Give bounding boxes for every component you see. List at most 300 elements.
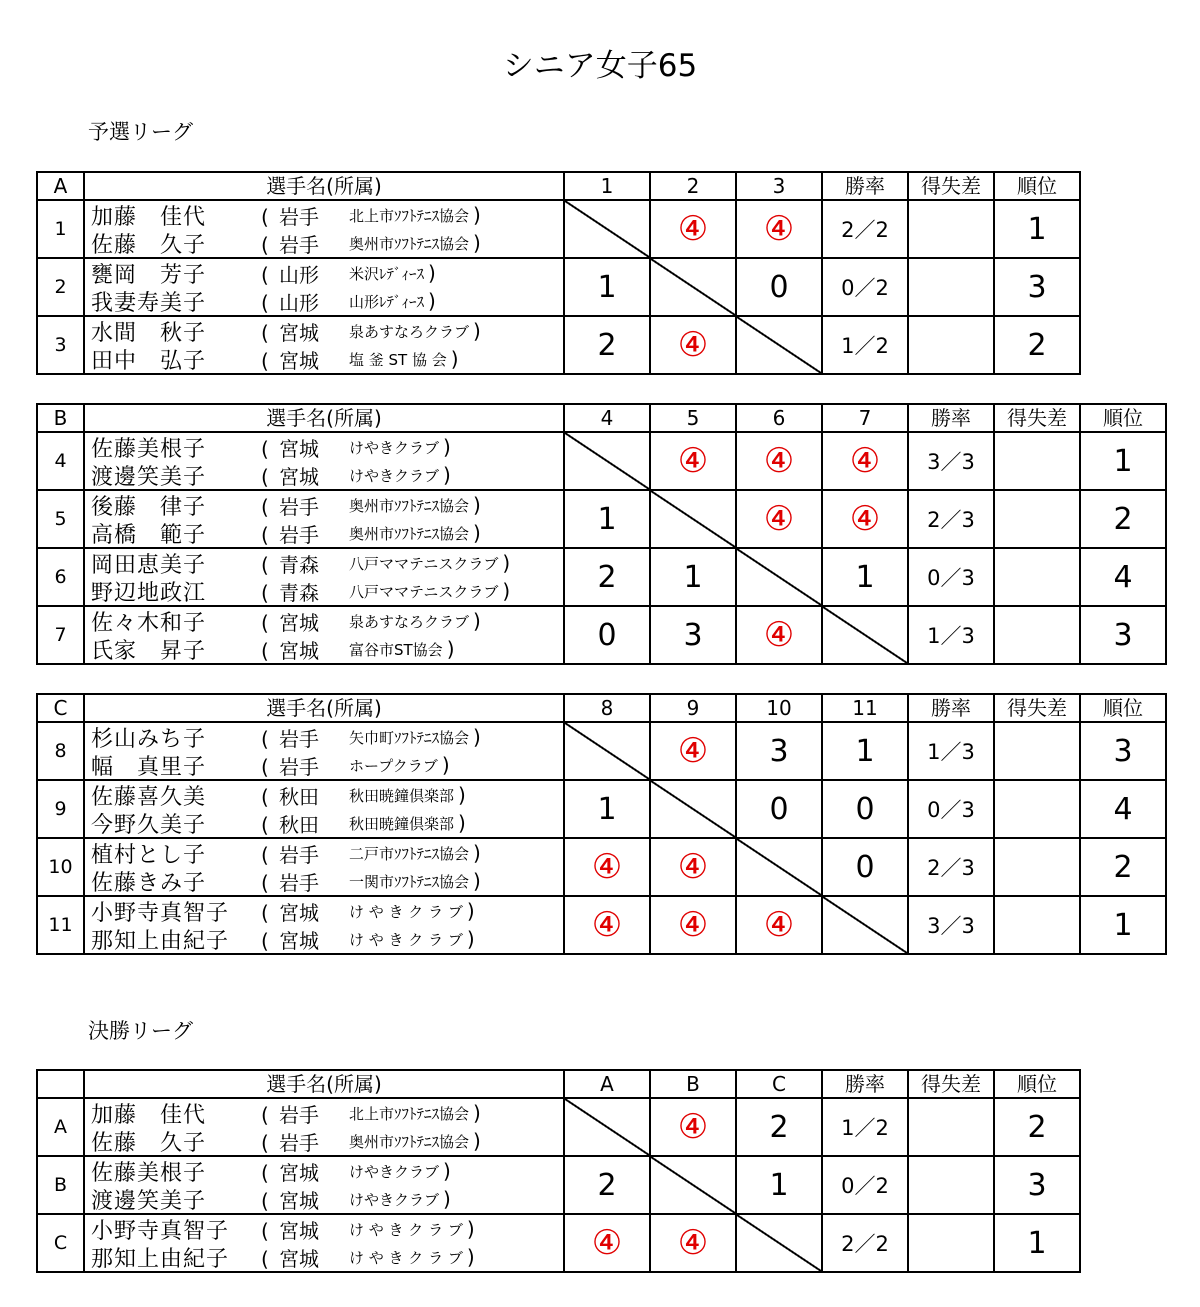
player-name: 水間 秋子 (91, 320, 207, 346)
pair-players (84, 1214, 564, 1272)
paren-open: ( (261, 232, 269, 257)
pair-row (37, 258, 1080, 316)
rank: 2 (994, 316, 1080, 374)
header-row (37, 694, 1166, 722)
paren-open: ( (261, 320, 269, 345)
win-rate: 1／2 (822, 316, 908, 374)
player-header: 選手名(所属) (84, 694, 564, 722)
point-diff (908, 258, 994, 316)
rank: 3 (994, 258, 1080, 316)
player-line (85, 259, 563, 287)
pair-players (84, 1098, 564, 1156)
paren-close: ) (443, 1159, 451, 1183)
prefecture-name: 山形 (279, 262, 319, 287)
club-name: けやきクラブ (349, 1162, 440, 1181)
win-rate: 3／3 (908, 432, 994, 490)
club-name: 二戸市ｿﾌﾄﾃﾆｽ協会 (349, 844, 470, 863)
paren-close: ) (466, 899, 475, 923)
paren-open: ( (261, 204, 269, 229)
paren-close: ) (450, 347, 459, 371)
score-cell: 0 (736, 258, 822, 316)
club-name: 一関市ｿﾌﾄﾃﾆｽ協会 (349, 872, 470, 891)
col-header: 3 (736, 172, 822, 200)
pair-players (84, 838, 564, 896)
player-line (85, 839, 563, 867)
score-cell: 1 (564, 490, 650, 548)
score-cell: ④ (822, 432, 908, 490)
player-name: 小野寺真智子 (91, 1218, 230, 1244)
point-diff (994, 548, 1080, 606)
player-line (85, 1099, 563, 1127)
player-name: 野辺地政江 (91, 580, 207, 606)
player-name: 高橋 範子 (91, 522, 207, 548)
pair-players (84, 258, 564, 316)
score-cell: ④ (650, 1214, 736, 1272)
final-league-heading: 決勝リーグ (88, 1019, 193, 1043)
prefecture (261, 345, 349, 374)
rate-header: 勝率 (908, 404, 994, 432)
diagonal-cell (564, 200, 650, 258)
win-rate: 1／2 (822, 1098, 908, 1156)
league-table-a (36, 171, 1081, 375)
prefecture-name: 宮城 (279, 900, 319, 925)
prefecture (261, 491, 349, 520)
col-header: 2 (650, 172, 736, 200)
rank-header: 順位 (994, 1070, 1080, 1098)
diagonal-cell (650, 490, 736, 548)
score-cell: ④ (650, 200, 736, 258)
pair-number: 3 (37, 316, 84, 374)
club-name: ホープクラブ (349, 756, 438, 775)
club-name: け や き ク ラ ブ (349, 1248, 463, 1267)
score-cell: ④ (564, 896, 650, 954)
prefecture (261, 781, 349, 810)
club-name: 北上市ｿﾌﾄﾃﾆｽ協会 (349, 206, 470, 225)
paren-open: ( (261, 812, 269, 837)
paren-open: ( (261, 522, 269, 547)
diagonal-cell (736, 548, 822, 606)
pair-row (37, 432, 1166, 490)
prelim-league-heading: 予選リーグ (88, 120, 193, 144)
club-name: けやきクラブ (349, 1190, 440, 1209)
score-cell: 0 (822, 780, 908, 838)
prefecture (261, 635, 349, 664)
point-diff (994, 490, 1080, 548)
page-title: シニア女子65 (502, 48, 698, 84)
pair-number: 5 (37, 490, 84, 548)
club-name: 秋田暁鐘倶楽部 (349, 786, 455, 805)
club-name: けやきクラブ (349, 466, 440, 485)
prefecture (261, 607, 349, 636)
diagonal-cell (822, 896, 908, 954)
paren-close: ) (473, 609, 481, 633)
score-cell: ④ (736, 490, 822, 548)
prefecture-name: 岩手 (279, 726, 319, 751)
win-rate: 2／3 (908, 838, 994, 896)
club-name: 米沢ﾚﾃﾞｨｰｽ (349, 264, 425, 283)
score-cell: ④ (736, 896, 822, 954)
score-cell: 1 (650, 548, 736, 606)
prefecture (261, 1099, 349, 1128)
club-name: 奥州市ｿﾌﾄﾃﾆｽ協会 (349, 1132, 470, 1151)
player-line (85, 317, 563, 345)
prefecture (261, 1157, 349, 1186)
diagonal-cell (736, 838, 822, 896)
player-name: 甕岡 芳子 (91, 262, 207, 288)
prefecture-name: 宮城 (279, 320, 319, 345)
player-name: 幅 真里子 (91, 754, 207, 780)
paren-open: ( (261, 1188, 269, 1213)
player-line (85, 897, 563, 925)
paren-close: ) (473, 521, 481, 545)
paren-open: ( (261, 754, 269, 779)
paren-open: ( (261, 580, 269, 605)
player-line (85, 1127, 563, 1155)
pair-number: 1 (37, 200, 84, 258)
paren-open: ( (261, 900, 269, 925)
paren-close: ) (458, 783, 466, 807)
score-cell: 1 (822, 722, 908, 780)
player-line (85, 461, 563, 489)
diff-header: 得失差 (994, 404, 1080, 432)
prefecture-name: 岩手 (279, 522, 319, 547)
diagonal-cell (650, 780, 736, 838)
diagonal-cell (564, 1098, 650, 1156)
score-cell: 2 (736, 1098, 822, 1156)
win-rate: 0／3 (908, 548, 994, 606)
pair-players (84, 780, 564, 838)
point-diff (908, 1156, 994, 1214)
point-diff (994, 606, 1080, 664)
diagonal-cell (564, 722, 650, 780)
score-cell: ④ (650, 432, 736, 490)
rank: 1 (1080, 896, 1166, 954)
score-cell: 1 (822, 548, 908, 606)
col-header: C (736, 1070, 822, 1098)
prefecture (261, 1127, 349, 1156)
group-label: C (37, 694, 84, 722)
prefecture (261, 751, 349, 780)
score-cell: 1 (564, 780, 650, 838)
paren-close: ) (473, 1129, 481, 1153)
pair-row (37, 896, 1166, 954)
prefecture (261, 809, 349, 838)
paren-open: ( (261, 290, 269, 315)
pair-row (37, 490, 1166, 548)
prefecture-name: 宮城 (279, 1246, 319, 1271)
pair-row (37, 200, 1080, 258)
win-rate: 0／3 (908, 780, 994, 838)
win-rate: 2／3 (908, 490, 994, 548)
point-diff (908, 200, 994, 258)
paren-close: ) (441, 753, 450, 777)
pair-row (37, 838, 1166, 896)
player-line (85, 229, 563, 257)
player-name: 我妻寿美子 (91, 290, 207, 316)
paren-open: ( (261, 494, 269, 519)
prefecture (261, 867, 349, 896)
win-rate: 0／2 (822, 258, 908, 316)
player-line (85, 781, 563, 809)
paren-open: ( (261, 638, 269, 663)
prefecture (261, 461, 349, 490)
player-name: 加藤 佳代 (91, 1102, 207, 1128)
col-header: A (564, 1070, 650, 1098)
prefecture (261, 839, 349, 868)
diagonal-cell (650, 258, 736, 316)
player-name: 加藤 佳代 (91, 204, 207, 230)
player-name: 氏家 昇子 (91, 638, 207, 664)
player-line (85, 577, 563, 605)
point-diff (994, 896, 1080, 954)
paren-open: ( (261, 1102, 269, 1127)
paren-close: ) (443, 463, 451, 487)
league-table-b (36, 403, 1167, 665)
prefecture-name: 宮城 (279, 348, 319, 373)
paren-open: ( (261, 1160, 269, 1185)
pair-number: 9 (37, 780, 84, 838)
prefecture-name: 岩手 (279, 870, 319, 895)
pair-row (37, 722, 1166, 780)
col-header: 4 (564, 404, 650, 432)
pair-players (84, 1156, 564, 1214)
club-name: 塩 釜 ST 協 会 (349, 350, 447, 369)
col-header: 10 (736, 694, 822, 722)
club-name: 北上市ｿﾌﾄﾃﾆｽ協会 (349, 1104, 470, 1123)
col-header: B (650, 1070, 736, 1098)
prefecture (261, 317, 349, 346)
pair-row (37, 1156, 1080, 1214)
player-line (85, 287, 563, 315)
player-name: 田中 弘子 (91, 348, 207, 374)
col-header: 5 (650, 404, 736, 432)
rank: 1 (994, 200, 1080, 258)
player-line (85, 607, 563, 635)
club-name: けやきクラブ (349, 438, 440, 457)
diagonal-cell (650, 1156, 736, 1214)
player-name: 小野寺真智子 (91, 900, 230, 926)
score-cell: ④ (564, 838, 650, 896)
col-header: 8 (564, 694, 650, 722)
prefecture (261, 259, 349, 288)
player-line (85, 1157, 563, 1185)
pair-players (84, 722, 564, 780)
rank: 1 (1080, 432, 1166, 490)
player-name: 那知上由紀子 (91, 1246, 230, 1272)
prefecture-name: 宮城 (279, 464, 319, 489)
score-cell: 0 (822, 838, 908, 896)
rate-header: 勝率 (908, 694, 994, 722)
group-label (37, 1070, 84, 1098)
header-row (37, 404, 1166, 432)
point-diff (908, 1214, 994, 1272)
paren-close: ) (473, 725, 481, 749)
paren-close: ) (443, 1187, 451, 1211)
paren-close: ) (466, 1245, 475, 1269)
score-cell: ④ (650, 838, 736, 896)
pair-number: 6 (37, 548, 84, 606)
prefecture-name: 秋田 (279, 784, 319, 809)
pair-number: 8 (37, 722, 84, 780)
prefecture (261, 201, 349, 230)
pair-number: 11 (37, 896, 84, 954)
club-name: け や き ク ラ ブ (349, 1220, 463, 1239)
prefecture-name: 山形 (279, 290, 319, 315)
pair-number: B (37, 1156, 84, 1214)
player-header: 選手名(所属) (84, 404, 564, 432)
paren-open: ( (261, 1218, 269, 1243)
diff-header: 得失差 (908, 172, 994, 200)
paren-close: ) (428, 289, 436, 313)
header-row (37, 172, 1080, 200)
prefecture (261, 549, 349, 578)
player-name: 佐藤 久子 (91, 232, 207, 258)
prefecture-name: 宮城 (279, 638, 319, 663)
prefecture-name: 岩手 (279, 754, 319, 779)
prefecture-name: 宮城 (279, 1218, 319, 1243)
prefecture-name: 岩手 (279, 232, 319, 257)
paren-close: ) (473, 1101, 481, 1125)
prefecture (261, 1243, 349, 1272)
diagonal-cell (822, 606, 908, 664)
player-name: 佐藤喜久美 (91, 784, 207, 810)
player-name: 佐藤きみ子 (91, 870, 207, 896)
point-diff (908, 316, 994, 374)
rank: 1 (994, 1214, 1080, 1272)
paren-open: ( (261, 464, 269, 489)
rank-header: 順位 (994, 172, 1080, 200)
player-line (85, 925, 563, 953)
score-cell: ④ (736, 606, 822, 664)
pair-players (84, 896, 564, 954)
win-rate: 2／2 (822, 1214, 908, 1272)
player-line (85, 549, 563, 577)
score-cell: ④ (736, 432, 822, 490)
paren-close: ) (443, 435, 451, 459)
player-line (85, 519, 563, 547)
col-header: 7 (822, 404, 908, 432)
win-rate: 3／3 (908, 896, 994, 954)
prefecture-name: 岩手 (279, 494, 319, 519)
rank: 4 (1080, 780, 1166, 838)
paren-open: ( (261, 552, 269, 577)
prefecture (261, 925, 349, 954)
pair-players (84, 432, 564, 490)
rank-header: 順位 (1080, 404, 1166, 432)
paren-close: ) (502, 579, 511, 603)
club-name: 秋田暁鐘倶楽部 (349, 814, 455, 833)
player-line (85, 867, 563, 895)
paren-close: ) (428, 261, 436, 285)
rank: 2 (1080, 838, 1166, 896)
club-name: 奥州市ｿﾌﾄﾃﾆｽ協会 (349, 496, 470, 515)
paren-open: ( (261, 348, 269, 373)
group-label: A (37, 172, 84, 200)
score-cell: ④ (650, 316, 736, 374)
prefecture (261, 433, 349, 462)
league-table-final (36, 1069, 1081, 1273)
rank: 3 (1080, 722, 1166, 780)
player-line (85, 635, 563, 663)
club-name: 泉あすなろクラブ (349, 322, 470, 341)
win-rate: 1／3 (908, 606, 994, 664)
score-cell: 2 (564, 548, 650, 606)
player-name: 杉山みち子 (91, 726, 207, 752)
player-header: 選手名(所属) (84, 172, 564, 200)
win-rate: 1／3 (908, 722, 994, 780)
paren-close: ) (458, 811, 466, 835)
rank-header: 順位 (1080, 694, 1166, 722)
col-header: 11 (822, 694, 908, 722)
win-rate: 2／2 (822, 200, 908, 258)
prefecture-name: 岩手 (279, 204, 319, 229)
prefecture-name: 岩手 (279, 1102, 319, 1127)
prefecture (261, 229, 349, 258)
score-cell: 3 (650, 606, 736, 664)
diagonal-cell (736, 316, 822, 374)
player-name: 渡邊笑美子 (91, 1188, 207, 1214)
col-header: 1 (564, 172, 650, 200)
pair-number: C (37, 1214, 84, 1272)
pair-number: 4 (37, 432, 84, 490)
pair-number: 7 (37, 606, 84, 664)
paren-close: ) (446, 637, 455, 661)
league-table-c (36, 693, 1167, 955)
prefecture (261, 723, 349, 752)
paren-open: ( (261, 928, 269, 953)
paren-close: ) (473, 869, 481, 893)
player-line (85, 1185, 563, 1213)
pair-row (37, 606, 1166, 664)
paren-open: ( (261, 842, 269, 867)
player-line (85, 433, 563, 461)
pair-players (84, 200, 564, 258)
paren-close: ) (473, 319, 481, 343)
club-name: け や き ク ラ ブ (349, 902, 463, 921)
paren-open: ( (261, 610, 269, 635)
col-header: 9 (650, 694, 736, 722)
rank: 2 (994, 1098, 1080, 1156)
player-line (85, 491, 563, 519)
paren-close: ) (466, 1217, 475, 1241)
paren-open: ( (261, 870, 269, 895)
score-cell: 3 (736, 722, 822, 780)
col-header: 6 (736, 404, 822, 432)
paren-open: ( (261, 262, 269, 287)
rank: 4 (1080, 548, 1166, 606)
paren-open: ( (261, 436, 269, 461)
player-line (85, 751, 563, 779)
player-line (85, 201, 563, 229)
score-cell: 1 (564, 258, 650, 316)
prefecture (261, 519, 349, 548)
pair-players (84, 548, 564, 606)
player-name: 岡田恵美子 (91, 552, 207, 578)
player-name: 植村とし子 (91, 842, 207, 868)
club-name: 泉あすなろクラブ (349, 612, 470, 631)
point-diff (994, 722, 1080, 780)
pair-number: 2 (37, 258, 84, 316)
player-name: 佐藤美根子 (91, 1160, 207, 1186)
pair-players (84, 316, 564, 374)
club-name: 矢巾町ｿﾌﾄﾃﾆｽ協会 (349, 728, 470, 747)
score-cell: ④ (650, 722, 736, 780)
score-cell: 1 (736, 1156, 822, 1214)
player-line (85, 1243, 563, 1271)
score-cell: ④ (564, 1214, 650, 1272)
player-line (85, 1215, 563, 1243)
club-name: け や き ク ラ ブ (349, 930, 463, 949)
